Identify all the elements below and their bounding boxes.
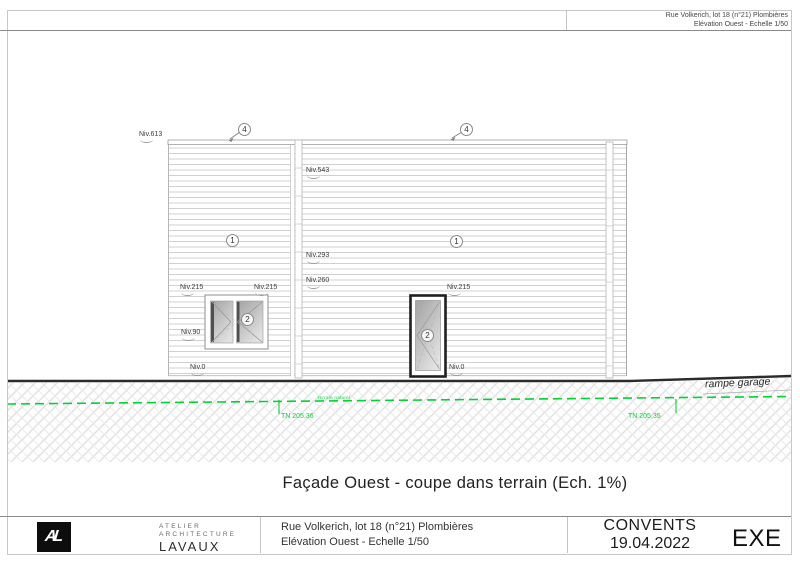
drawing-caption: Façade Ouest - coupe dans terrain (Ech. 1%) [282,474,628,492]
studio-name-block [159,523,236,554]
studio-line1: ATELIER [159,523,202,530]
stamp-block [588,517,712,552]
tn-level-left: TN 205,36 [281,413,314,420]
studio-line2: ARCHITECTURE [159,530,237,538]
level-label-215-window-left: Niv.215 [180,284,204,291]
marker-cladding-right: 4 [460,123,473,136]
marker-joinery-door: 2 [421,329,434,342]
studio-name: LAVAUX [159,539,221,554]
tn-level-right: TN 205,35 [628,413,661,420]
level-label-293: Niv.293 [306,252,330,259]
marker-wall-left: 1 [226,234,239,247]
level-label-0-window: Niv.0 [190,364,206,371]
natural-terrain-label: terrain naturel [318,395,351,400]
logo-monogram: AL [43,528,62,545]
level-label-0-door: Niv.0 [449,364,465,371]
level-label-215-window-right: Niv.215 [254,284,278,291]
sheet-header [520,11,788,29]
project-address: Rue Volkerich, lot 18 (n°21) Plombières [281,521,474,533]
author-name: CONVENTS [603,517,697,534]
header-view: Elévation Ouest - Echelle 1/50 [693,21,788,28]
level-label-260: Niv.260 [306,277,330,284]
level-label-613: Niv.613 [139,131,163,138]
phase-label: EXE [732,525,782,552]
level-label-215-door: Niv.215 [447,284,471,291]
header-rule [0,30,791,31]
studio-logo [37,522,71,552]
level-label-90: Niv.90 [181,329,201,336]
project-view: Elévation Ouest - Echelle 1/50 [281,536,429,548]
ramp-garage-label: rampe garage [704,375,771,391]
marker-joinery-window: 2 [241,313,254,326]
titleblock-divider-1 [260,517,261,553]
project-block [281,520,473,550]
issue-date: 19.04.2022 [609,535,691,552]
level-label-543: Niv.543 [306,167,330,174]
marker-cladding-left: 4 [238,123,251,136]
header-project: Rue Volkerich, lot 18 (n°21) Plombières [665,12,788,19]
titleblock-divider-2 [567,517,568,553]
marker-wall-right: 1 [450,235,463,248]
